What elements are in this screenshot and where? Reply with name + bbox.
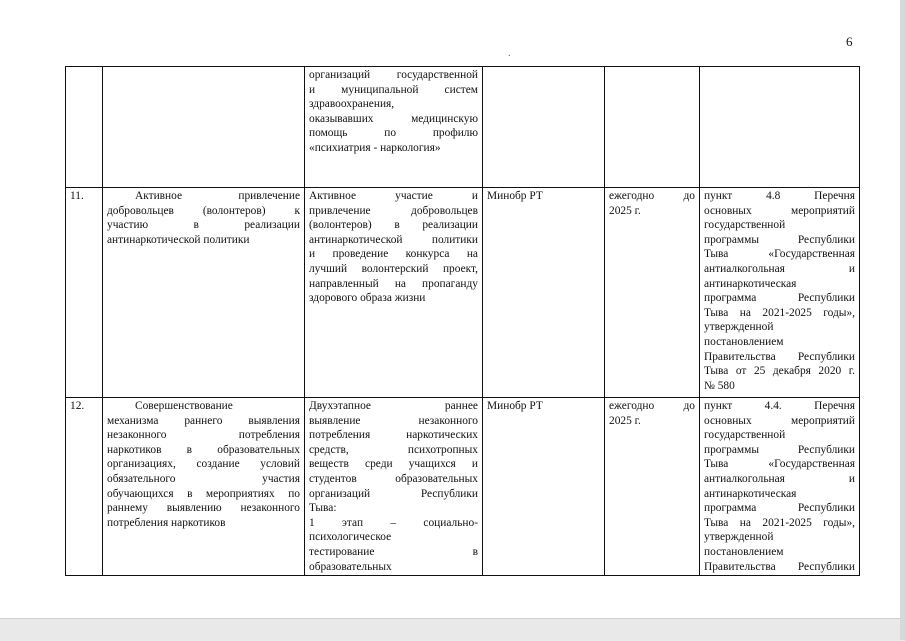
scan-right-edge xyxy=(900,0,905,640)
executor: Минобр РТ xyxy=(483,188,605,398)
row-number: 12. xyxy=(66,398,103,576)
cell-executor-empty xyxy=(483,67,605,188)
cell-content: организаций государственной и муниципальной систем здравоохранения, оказывавших медицинскую помощь по профилю «психиатрия - наркология» xyxy=(305,67,483,188)
scan-dot: . xyxy=(508,48,511,59)
table-row-continuation xyxy=(66,67,860,188)
legal-basis: пункт 4.8 Перечня основных мероприятий государственной программы Республики Тыва «Государственная антиалкогольная и антинаркотическая программа Республики Тыва на 2021-2025 годы», утвержденной постановлением Правительства Республики Тыва от 25 декабря 2020 г. № 580 xyxy=(700,188,860,398)
term: ежегодно до 2025 г. xyxy=(605,188,700,398)
measure-name: Активное привлечение добровольцев (волонтеров) к участию в реализации антинаркотической политики xyxy=(103,188,305,398)
term: ежегодно до 2025 г. xyxy=(605,398,700,576)
scan-bottom-margin xyxy=(0,618,905,641)
cell-measure-empty xyxy=(103,67,305,188)
cell-basis-empty xyxy=(700,67,860,188)
measure-content: Активное участие и привлечение добровольцев (волонтеров) в реализации антинаркотической политики и проведение конкурса на лучший волонтерский проект, направленный на пропаганду здорового образа жизни xyxy=(305,188,483,398)
measure-name: Совершенствование механизма раннего выявления незаконного потребления наркотиков в образовательных организациях, создание условий обязательного участия обучающихся в мероприятиях по раннему выявлению незаконного потребления наркотиков xyxy=(103,398,305,576)
row-number: 11. xyxy=(66,188,103,398)
cell-term-empty xyxy=(605,67,700,188)
table-row-11 xyxy=(66,188,860,398)
measures-table xyxy=(65,66,860,576)
table-row-12 xyxy=(66,398,860,576)
cell-num-empty xyxy=(66,67,103,188)
page-number: 6 xyxy=(846,34,853,49)
legal-basis: пункт 4.4. Перечня основных мероприятий государственной программы Республики Тыва «Государственная антиалкогольная и антинаркотическая программа Республики Тыва на 2021-2025 годы», утвержденной постановлением Правительства Республики xyxy=(700,398,860,576)
executor: Минобр РТ xyxy=(483,398,605,576)
measure-content: Двухэтапное раннее выявление незаконного потребления наркотических средств, психотропных веществ среди учащихся и студентов образовательных организаций Республики Тыва: 1 этап – социально- психологическое тестирование в образовательных xyxy=(305,398,483,576)
